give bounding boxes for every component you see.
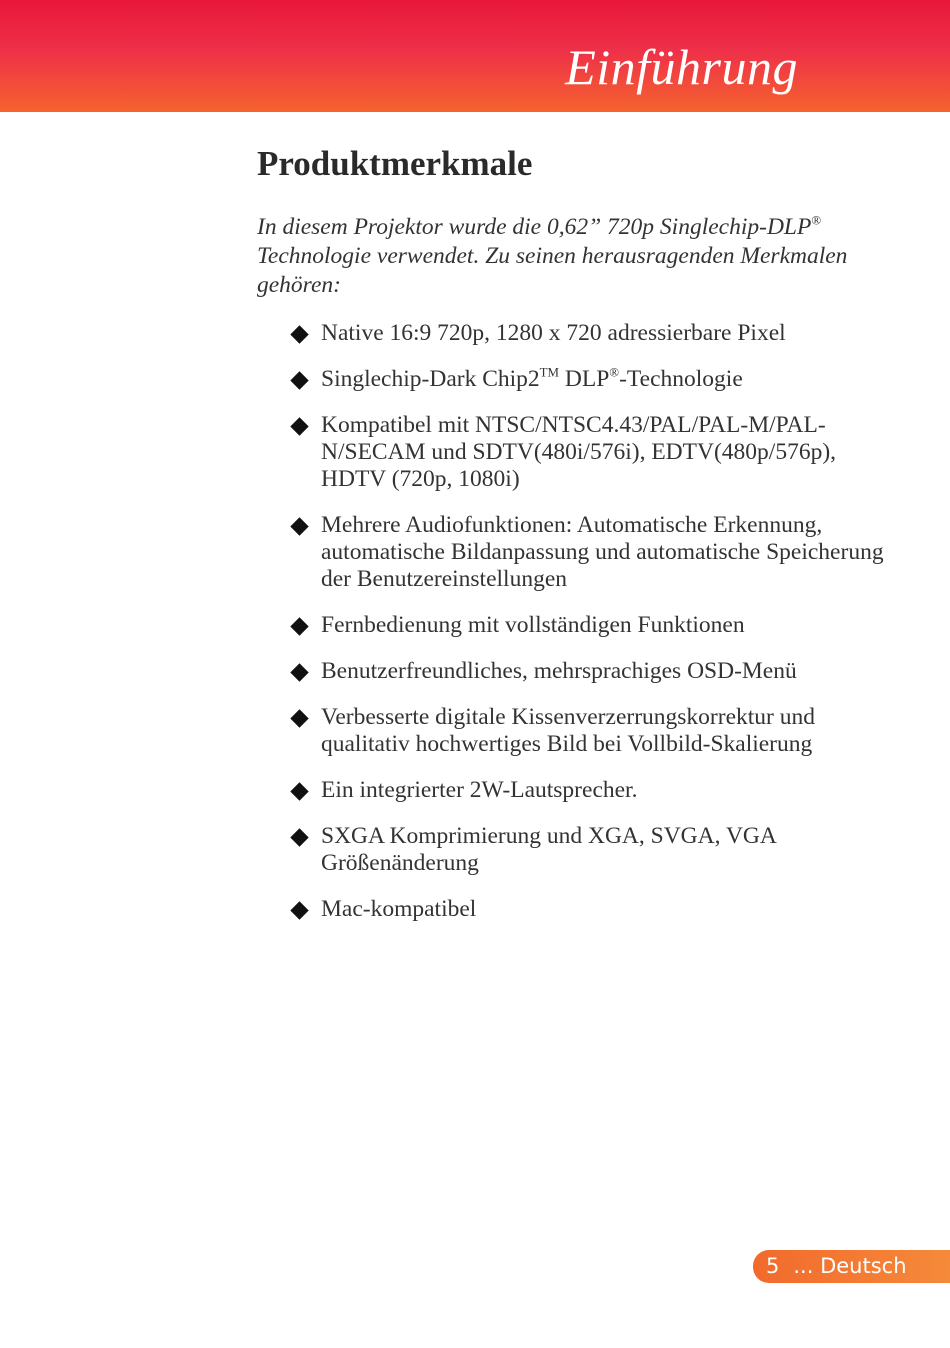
- diamond-bullet-icon: [290, 709, 310, 729]
- chapter-title: Einführung: [565, 39, 798, 95]
- feature-text: [321, 320, 890, 347]
- feature-text-part: Benutzerfreundliches, mehrsprachiges OSD-Menü: [321, 658, 797, 684]
- page-footer-tab: [753, 1250, 950, 1283]
- feature-text: [321, 658, 890, 685]
- diamond-bullet-icon: [290, 371, 310, 391]
- intro-text-end: Technologie verwendet. Zu seinen herausragenden Merkmalen gehören:: [257, 243, 848, 298]
- diamond-bullet-icon: [290, 417, 310, 437]
- feature-item: [290, 704, 890, 758]
- intro-text-start: In diesem Projektor wurde die 0,62” 720p Singlechip-DLP: [257, 214, 812, 240]
- feature-text-part: Mac-kompatibel: [321, 896, 477, 922]
- feature-text-part: Native 16:9 720p, 1280 x 720 adressierbare Pixel: [321, 320, 786, 346]
- diamond-bullet-icon: [290, 828, 310, 848]
- feature-item: [290, 896, 890, 923]
- intro-paragraph: [257, 213, 897, 300]
- feature-text-part: -Technologie: [619, 366, 743, 392]
- feature-item: [290, 366, 890, 393]
- feature-text: [321, 896, 890, 923]
- feature-text: [321, 777, 890, 804]
- feature-text-part: DLP: [559, 366, 610, 392]
- feature-text-part: Ein integrierter 2W-Lautsprecher.: [321, 777, 638, 803]
- feature-list: [290, 320, 890, 942]
- feature-superscript: TM: [539, 364, 560, 380]
- feature-text-part: Kompatibel mit NTSC/NTSC4.43/PAL/PAL-M/PAL-N/SECAM und SDTV(480i/576i), EDTV(480p/576p), HDTV (720p, 1080i): [321, 412, 837, 492]
- feature-text: [321, 412, 890, 493]
- diamond-bullet-icon: [290, 782, 310, 802]
- feature-text-part: SXGA Komprimierung und XGA, SVGA, VGA Größenänderung: [321, 823, 776, 876]
- section-title: Produktmerkmale: [257, 144, 533, 183]
- feature-text-part: Singlechip-Dark Chip2: [321, 366, 540, 392]
- feature-text: [321, 612, 890, 639]
- feature-item: [290, 612, 890, 639]
- feature-text-part: Fernbedienung mit vollständigen Funktionen: [321, 612, 745, 638]
- header-band: [0, 0, 950, 112]
- feature-item: [290, 320, 890, 347]
- feature-text: [321, 823, 890, 877]
- feature-text-part: Verbesserte digitale Kissenverzerrungskorrektur und qualitativ hochwertiges Bild bei Vollbild-Skalierung: [321, 704, 815, 757]
- footer-language: ... Deutsch: [793, 1254, 907, 1278]
- feature-item: [290, 823, 890, 877]
- feature-superscript: ®: [609, 364, 620, 380]
- diamond-bullet-icon: [290, 901, 310, 921]
- diamond-bullet-icon: [290, 517, 310, 537]
- diamond-bullet-icon: [290, 617, 310, 637]
- feature-item: [290, 512, 890, 593]
- feature-text-part: Mehrere Audiofunktionen: Automatische Erkennung, automatische Bildanpassung und automatische Speicherung der Benutzereinstellungen: [321, 512, 884, 592]
- feature-text: [321, 704, 890, 758]
- registered-mark: ®: [811, 212, 822, 228]
- page-number: 5: [766, 1254, 780, 1278]
- feature-text: [321, 512, 890, 593]
- feature-item: [290, 412, 890, 493]
- feature-item: [290, 658, 890, 685]
- feature-text: [321, 366, 890, 393]
- diamond-bullet-icon: [290, 663, 310, 683]
- feature-item: [290, 777, 890, 804]
- diamond-bullet-icon: [290, 325, 310, 345]
